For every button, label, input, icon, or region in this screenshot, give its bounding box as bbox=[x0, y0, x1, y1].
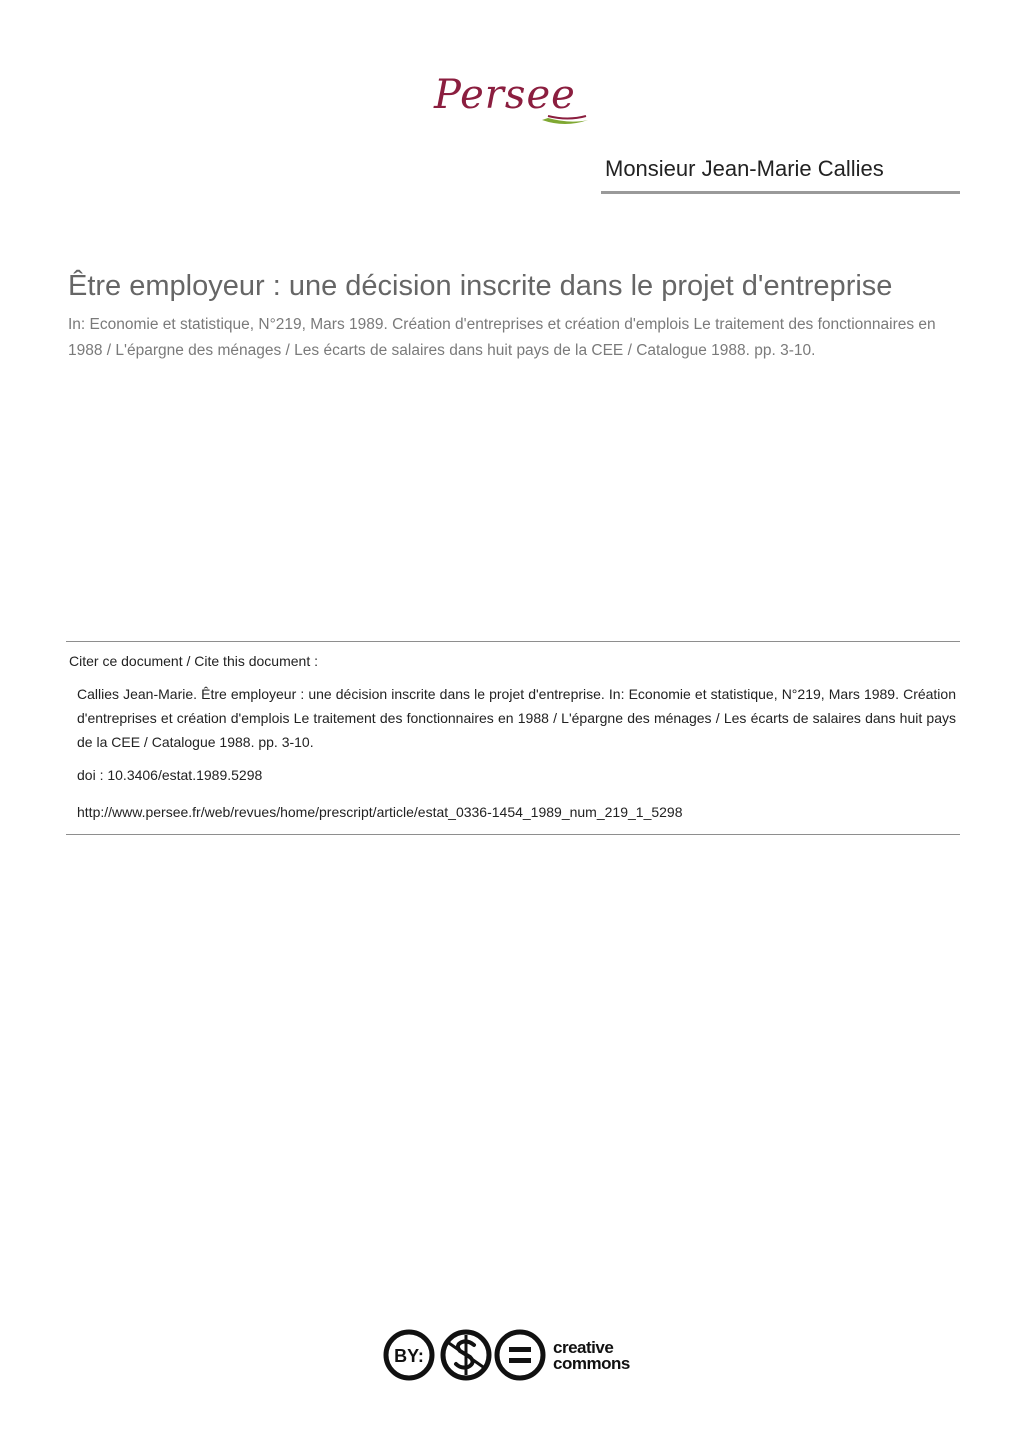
citation-heading: Citer ce document / Cite this document : bbox=[69, 653, 318, 669]
creative-commons-badge[interactable] bbox=[382, 1327, 644, 1383]
article-source: In: Economie et statistique, N°219, Mars 1989. Création d'entreprises et création d'emplois Le traitement des fonctionnaires en 1988 / L'épargne des ménages / Les écarts de salaires dans huit pays de la CEE / Catalogue 1988. pp. 3-10. bbox=[68, 316, 936, 359]
persee-logo-wordmark: Persee bbox=[434, 72, 576, 118]
cc-wordmark-line2: commons bbox=[553, 1354, 630, 1373]
citation-text: Callies Jean-Marie. Être employeur : une décision inscrite dans le projet d'entreprise. In: Economie et statistique, N°219, Mars 1989. Création d'entreprises et création d'emplois Le traitement des fonctionnaires en 1988 / L'épargne des ménages / Les écarts de salaires dans huit pays de la CEE / Catalogue 1988. pp. 3-10. bbox=[77, 686, 956, 750]
author-header bbox=[601, 154, 960, 194]
article-title: Être employeur : une décision inscrite dans le projet d'entreprise bbox=[68, 270, 893, 302]
citation-doi[interactable]: doi : 10.3406/estat.1989.5298 bbox=[77, 767, 263, 783]
persee-logo[interactable] bbox=[430, 58, 595, 133]
cc-noncommercial-icon bbox=[443, 1332, 489, 1378]
citation-box bbox=[66, 641, 960, 835]
cc-by-label: BY: bbox=[394, 1346, 424, 1366]
cc-by-icon bbox=[386, 1332, 432, 1378]
cc-noderivs-icon bbox=[497, 1332, 543, 1378]
author-name: Monsieur Jean-Marie Callies bbox=[605, 156, 884, 181]
citation-url[interactable]: http://www.persee.fr/web/revues/home/prescript/article/estat_0336-1454_1989_num_219_1_5298 bbox=[77, 804, 683, 820]
cc-wordmark-line1: creative bbox=[553, 1338, 614, 1357]
